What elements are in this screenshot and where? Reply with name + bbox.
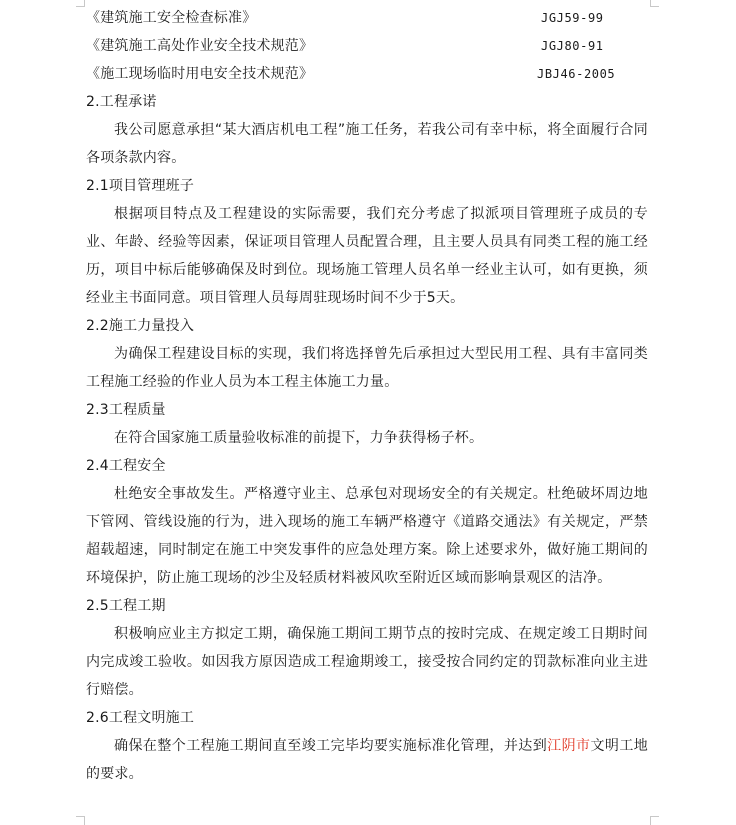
- section-paragraph-safety: 杜绝安全事故发生。严格遵守业主、总承包对现场安全的有关规定。杜绝破坏周边地下管网、管线设施的行为，进入现场的施工车辆严格遵守《道路交通法》有关规定，严禁超载超速，同时制定在施工中突发事件的应急处理方案。除上述要求外，做好施工期间的环境保护，防止施工现场的沙尘及轻质材料被风吹至附近区域而影响景观区的洁净。: [86, 486, 648, 586]
- highlighted-city-name: 江阴市: [547, 738, 591, 754]
- document-body: [86, 4, 648, 788]
- standard-item: [86, 4, 648, 32]
- section-heading-management-team: 2.1项目管理班子: [86, 178, 195, 194]
- section-paragraph-schedule: 积极响应业主方拟定工期，确保施工期间工期节点的按时完成、在规定竣工日期时间内完成竣工验收。如因我方原因造成工程逾期竣工，接受按合同约定的罚款标准向业主进行赔偿。: [86, 626, 648, 698]
- section-heading-quality: 2.3工程质量: [86, 402, 166, 418]
- crop-mark: [650, 6, 659, 7]
- standard-title: 《施工现场临时用电安全技术规范》: [86, 66, 314, 82]
- paragraph-text: 文明工地的要求。: [86, 738, 648, 782]
- standard-title: 《建筑施工高处作业安全技术规范》: [86, 38, 314, 54]
- section-heading-safety: 2.4工程安全: [86, 458, 166, 474]
- section-heading-commitment: 2.工程承诺: [86, 94, 157, 110]
- standard-item: [86, 60, 648, 88]
- standard-title: 《建筑施工安全检查标准》: [86, 10, 257, 26]
- paragraph-text: 确保在整个工程施工期间直至竣工完毕均要实施标准化管理，并达到: [114, 738, 548, 754]
- section-paragraph-workforce: 为确保工程建设目标的实现，我们将选择曾先后承担过大型民用工程、具有丰富同类工程施工经验的作业人员为本工程主体施工力量。: [86, 346, 648, 390]
- crop-mark: [650, 817, 651, 825]
- section-heading-civilized-construction: 2.6工程文明施工: [86, 710, 195, 726]
- crop-mark: [650, 816, 659, 817]
- crop-mark: [76, 816, 85, 817]
- standard-item: [86, 32, 648, 60]
- section-heading-workforce: 2.2施工力量投入: [86, 318, 195, 334]
- section-paragraph-quality: 在符合国家施工质量验收标准的前提下，力争获得杨子杯。: [114, 430, 484, 446]
- section-paragraph-management-team: 根据项目特点及工程建设的实际需要，我们充分考虑了拟派项目管理班子成员的专业、年龄、经验等因素，保证项目管理人员配置合理，且主要人员具有同类工程的施工经历，项目中标后能够确保及时到位。现场施工管理人员名单一经业主认可，如有更换，须经业主书面同意。项目管理人员每周驻现场时间不少于5天。: [86, 206, 648, 306]
- standard-code: JGJ59-99: [541, 11, 604, 25]
- standard-code: JGJ80-91: [541, 39, 604, 53]
- crop-mark: [76, 6, 85, 7]
- standard-code: JBJ46-2005: [537, 67, 616, 81]
- section-paragraph-civilized-construction: [86, 732, 648, 788]
- crop-mark: [84, 817, 85, 825]
- section-paragraph-commitment: 我公司愿意承担“某大酒店机电工程”施工任务，若我公司有幸中标，将全面履行合同各项条款内容。: [86, 122, 648, 166]
- section-heading-schedule: 2.5工程工期: [86, 598, 166, 614]
